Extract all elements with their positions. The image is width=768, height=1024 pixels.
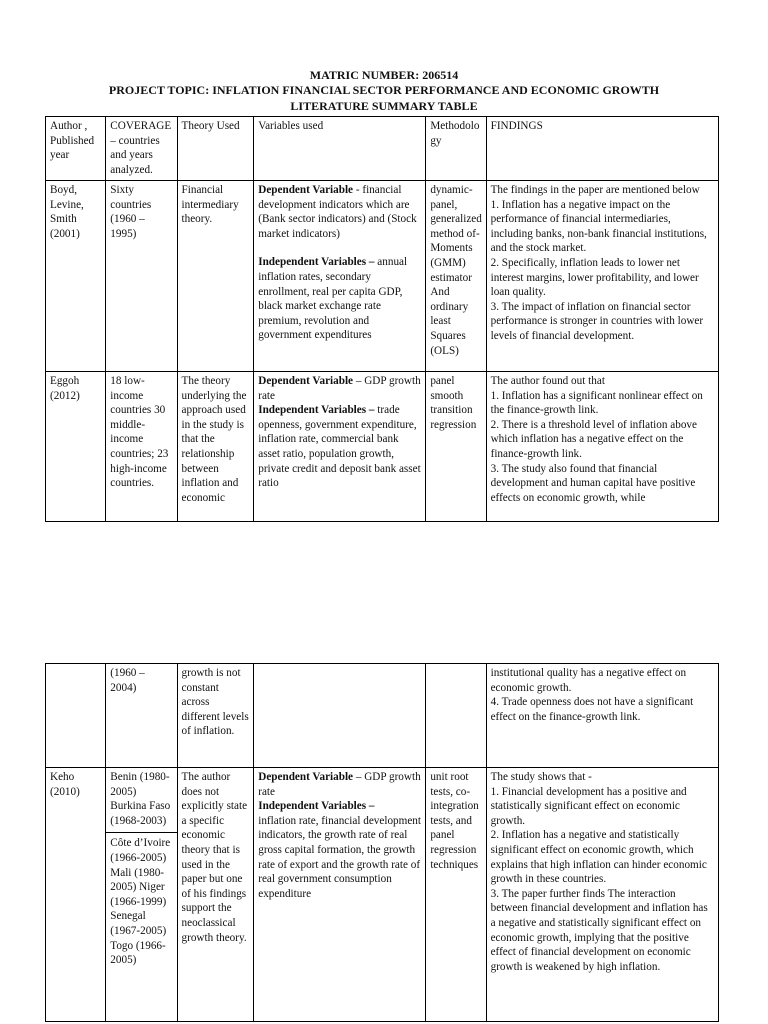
coverage-cell xyxy=(106,768,177,1022)
author-cell: Keho (2010) xyxy=(46,768,106,1022)
col-header-theory: Theory Used xyxy=(177,117,254,181)
finding-line: 1. Inflation has a negative impact on the performance of financial intermediaries, including banks, non-bank financial institutions, and the stock market. xyxy=(490,198,707,255)
dependent-label: Dependent Variable xyxy=(258,375,354,387)
methodology-cell: panel smooth transition regression xyxy=(426,372,486,522)
methodology-cell: unit root tests, co-integration tests, and panel regression techniques xyxy=(426,768,486,1022)
finding-line: 2. Inflation has a negative and statistically significant effect on economic growth, which explains that high inflation can hinder economic growth in these countries. xyxy=(490,829,707,886)
project-topic: PROJECT TOPIC: INFLATION FINANCIAL SECTOR PERFORMANCE AND ECONOMIC GROWTH xyxy=(108,83,660,97)
table-row xyxy=(46,181,719,372)
col-header-variables: Variables used xyxy=(254,117,426,181)
finding-line: institutional quality has a negative effect on economic growth. xyxy=(490,667,687,694)
coverage-cell: 18 low-income countries 30 middle-income countries; 23 high-income countries. xyxy=(106,372,177,522)
col-header-methodology: Methodolo gy xyxy=(426,117,486,181)
theory-cell: The author does not explicitly state a specific economic theory that is used in the paper but one of his findings support the neoclassical growth theory. xyxy=(177,768,254,1022)
matric-number: MATRIC NUMBER: 206514 xyxy=(309,68,459,82)
col-header-findings: FINDINGS xyxy=(486,117,718,181)
theory-cell: growth is not constant across different levels of inflation. xyxy=(177,664,254,768)
independent-label: Independent Variables – xyxy=(258,800,375,813)
dependent-text: – GDP growth rate xyxy=(258,771,421,798)
coverage-countries-a: Benin (1980-2005) Burkina Faso (1968-2003) xyxy=(110,771,171,827)
methodology-cell xyxy=(426,664,486,768)
literature-table-page1 xyxy=(45,116,719,522)
finding-line: 4. Trade openness does not have a significant effect on the finance-growth link. xyxy=(490,696,694,723)
table-title: LITERATURE SUMMARY TABLE xyxy=(290,99,478,113)
theory-cell: Financial intermediary theory. xyxy=(177,181,254,372)
coverage-cell: (1960 – 2004) xyxy=(106,664,177,768)
col-header-coverage: COVERAGE – countries and years analyzed. xyxy=(106,117,177,181)
variables-cell xyxy=(254,181,426,372)
header-row xyxy=(46,117,719,181)
finding-line: 2. Specifically, inflation leads to lower net interest margins, lower profitability, and lower loan quality. xyxy=(490,256,699,299)
independent-text: inflation rate, financial development indicators, the growth rate of real gross capital formation, the growth rate of export and the growth rate of real government consumption expenditure xyxy=(258,814,422,900)
dependent-text: – GDP growth rate xyxy=(258,375,421,402)
variables-cell xyxy=(254,372,426,522)
findings-cell xyxy=(486,768,718,1022)
finding-line: 1. Inflation has a significant nonlinear effect on the finance-growth link. xyxy=(490,389,703,417)
findings-cell xyxy=(486,664,718,768)
methodology-cell: dynamic-panel, generalized method of-Moments (GMM) estimator And ordinary least Squares (OLS) xyxy=(426,181,486,372)
author-cell: Boyd, Levine, Smith (2001) xyxy=(46,181,106,372)
literature-table-page2 xyxy=(45,663,719,1022)
independent-text: annual inflation rates, secondary enrollment, real per capita GDP, black market exchange rate premium, revolution and government expenditures xyxy=(258,256,408,342)
independent-text: trade openness, government expenditure, inflation rate, commercial bank asset ratio, population growth, private credit and deposit bank asset ratio xyxy=(258,404,421,490)
finding-line: 1. Financial development has a positive and statistically significant effect on economic growth. xyxy=(490,785,687,827)
table-row xyxy=(46,372,719,522)
finding-line: The findings in the paper are mentioned below xyxy=(490,184,700,196)
finding-line: 3. The paper further finds The interaction between financial development and inflation has a negative and statistically significant effect on economic growth, implying that the positive effect of financial development on economic growth is weakened by high inflation. xyxy=(490,887,708,973)
theory-cell: The theory underlying the approach used in the study is that the relationship between inflation and economic xyxy=(177,372,254,522)
coverage-countries-b: Côte d’Ivoire (1966-2005) Mali (1980-2005) Niger (1966-1999) Senegal (1967-2005) Togo (1966-2005) xyxy=(106,832,176,967)
author-cell: Eggoh (2012) xyxy=(46,372,106,522)
findings-cell xyxy=(486,372,718,522)
dependent-text: - financial development indicators which are (Bank sector indicators) and (Stock market indicators) xyxy=(258,184,417,240)
table-row xyxy=(46,768,719,1022)
finding-line: The author found out that xyxy=(490,375,605,387)
finding-line: 3. The impact of inflation on financial sector performance is stronger in countries with lower levels of financial development. xyxy=(490,300,704,342)
table-row xyxy=(46,664,719,768)
variables-cell xyxy=(254,664,426,768)
dependent-label: Dependent Variable xyxy=(258,184,354,196)
coverage-cell: Sixty countries (1960 – 1995) xyxy=(106,181,177,372)
independent-label: Independent Variables – xyxy=(258,256,375,269)
author-cell xyxy=(46,664,106,768)
col-header-author: Author , Published year xyxy=(46,117,106,181)
dependent-label: Dependent Variable xyxy=(258,771,354,783)
variables-cell xyxy=(254,768,426,1022)
findings-cell xyxy=(486,181,718,372)
finding-line: 2. There is a threshold level of inflation above which inflation has a negative effect on the finance-growth link. xyxy=(490,418,697,460)
finding-line: The study shows that - xyxy=(490,771,592,783)
finding-line: 3. The study also found that financial development and human capital have positive effects on economic growth, while xyxy=(490,462,696,504)
independent-label: Independent Variables – xyxy=(258,404,375,417)
